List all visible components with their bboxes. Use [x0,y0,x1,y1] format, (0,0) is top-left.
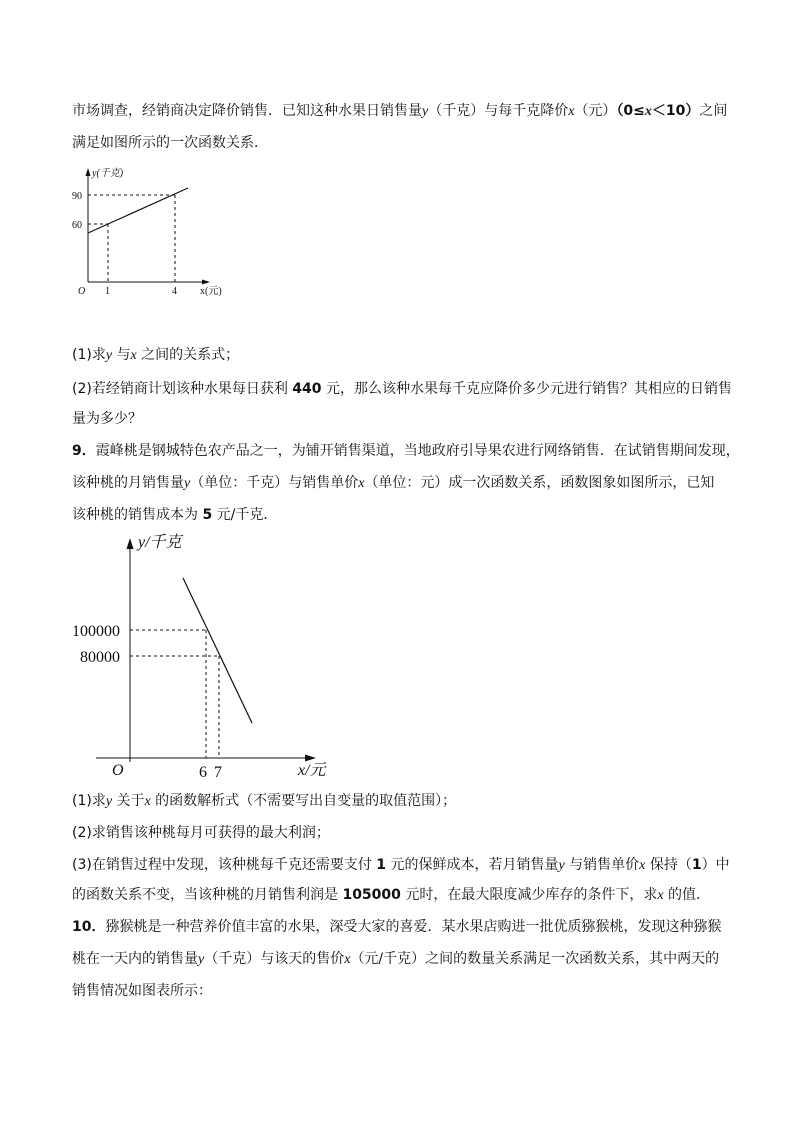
q10-l2-c: （元/千克）之间的数量关系满足一次函数关系，其中两天的 [350,951,720,967]
intro-text-a: 市场调查，经销商决定降价销售．已知这种水果日销售量 [72,103,422,119]
q9-p3-d: 保持（ [645,857,692,873]
q9-p2-text: 求销售该种桃每月可获得的最大利润； [91,825,330,841]
q9-p3-l2-x: x [657,888,664,903]
q9-p3-l2-val: 105000 [342,887,401,903]
q9-p2-num: (2) [72,825,92,841]
q9-l3-b: 元/千克． [212,507,278,523]
q9-p3-c: 与销售单价 [564,857,640,873]
q10-line-3: 销售情况如图表所示： [72,983,212,999]
intro-line-2: 满足如图所示的一次函数关系． [72,135,268,151]
q8-p2-num: (2) [72,381,92,397]
range-var-x: x [644,104,652,119]
graph2-x-arrow-icon [305,755,316,762]
q9-l3-a: 该种桃的销售成本为 [72,507,203,523]
q10-line-2 [72,950,732,969]
q9-p1-a: 求 [91,793,106,809]
q9-p3-y: y [558,858,565,873]
graph2-origin: O [112,762,124,779]
graph1-x-label: x(元) [200,286,222,297]
q9-p1-c: 的函数解析式（不需要写出自变量的取值范围）； [150,793,457,809]
q10-l2-x: x [344,952,351,967]
q9-l2-c: （单位：元）成一次函数关系，函数图象如图所示，已知 [364,475,715,491]
graph1-y-label: y(千克) [92,168,124,179]
q10-line-1 [72,918,732,936]
q9-p1-num: (1) [72,793,92,809]
intro-text-d: 之间 [699,103,728,119]
graph2-y-arrow-icon [127,538,134,549]
graph2-xtick-7: 7 [214,764,222,781]
q10-l2-b: （千克）与该天的售价 [204,951,345,967]
var-y: y [422,104,429,119]
q8-p2-b: 元，那么该种水果每千克应降价多少元进行销售？其相应的日销售 [321,381,732,397]
intro-text-b: （千克）与每千克降价 [428,103,569,119]
graph2-x-label: x/元 [298,762,326,779]
q9-p3-a: 在销售过程中发现，该种桃每千克还需要支付 [91,857,377,873]
q9-l2-b: （单位：千克）与销售单价 [190,475,359,491]
q10-l2-y: y [198,952,205,967]
q9-l1: 霞峰桃是钢城特色农产品之一，为铺开销售渠道，当地政府引导果农进行网络销售．在试销售期间发现， [95,443,740,459]
q9-p3-x: x [639,858,646,873]
q9-l3-val: 5 [202,507,213,523]
intro-text-c: （元） [574,103,617,119]
q9-p3-l2-b: 元时，在最大限度减少库存的条件下，求 [400,887,658,903]
q9-p3-l2-c: 的值． [663,887,711,903]
graph2-ytick-100000: 100000 [72,623,120,640]
q10-l1: 猕猴桃是一种营养价值丰富的水果，深受大家的喜爱．某水果店购进一批优质猕猴桃，发现这种猕猴 [105,919,722,935]
q9-p3-e: ）中 [701,857,730,873]
var-x: x [568,104,575,119]
graph1-xtick-4: 4 [172,286,177,297]
q9-l2-a: 该种桃的月销售量 [72,475,184,491]
q9-part-2 [72,824,732,842]
graph1-xtick-1: 1 [105,286,110,297]
q9-p1-b: 关于 [112,793,145,809]
q9-part-3-line-2 [72,886,732,905]
graph2-y-label: y/千克 [138,534,182,551]
q8-p2-val: 440 [292,381,322,397]
graph2-function-line [183,578,252,723]
graph2-xtick-6: 6 [199,764,207,781]
graph1-origin: O [78,286,86,297]
q8-p1-c: 之间的关系式； [136,347,240,363]
q8-p1-num: (1) [72,347,92,363]
q9-p3-v1: 1 [376,857,387,873]
q9-number: 9． [72,443,96,459]
q8-p1-y: y [105,348,113,363]
graph2-ytick-80000: 80000 [80,649,120,666]
q9-part-1 [72,792,732,811]
q8-part-2-line-2: 量为多少？ [72,411,142,427]
q9-p3-ref: 1 [691,857,702,873]
graph1-ytick-90: 90 [72,191,82,202]
q10-l2-a: 桃在一天内的销售量 [72,951,198,967]
range-open: （0≤ [616,103,645,119]
q9-part-3 [72,856,732,875]
graph1-ytick-60: 60 [72,220,82,231]
q8-p1-x: x [130,348,137,363]
q9-p3-num: (3) [72,857,92,873]
q9-p3-l2-a: 的函数关系不变，当该种桃的月销售利润是 [72,887,343,903]
q9-p3-b: 元的保鲜成本，若月销售量 [386,857,559,873]
q9-l2-x: x [358,476,365,491]
q8-p1-b: 与 [112,347,131,363]
q8-p1-a: 求 [91,347,106,363]
range-close: ＜10） [651,103,700,119]
q9-p1-x: x [144,794,151,809]
q9-l2-y: y [184,476,191,491]
q8-p2-a: 若经销商计划该种水果每日获利 [91,381,293,397]
q9-p1-y: y [105,794,113,809]
q10-number: 10． [72,919,106,935]
